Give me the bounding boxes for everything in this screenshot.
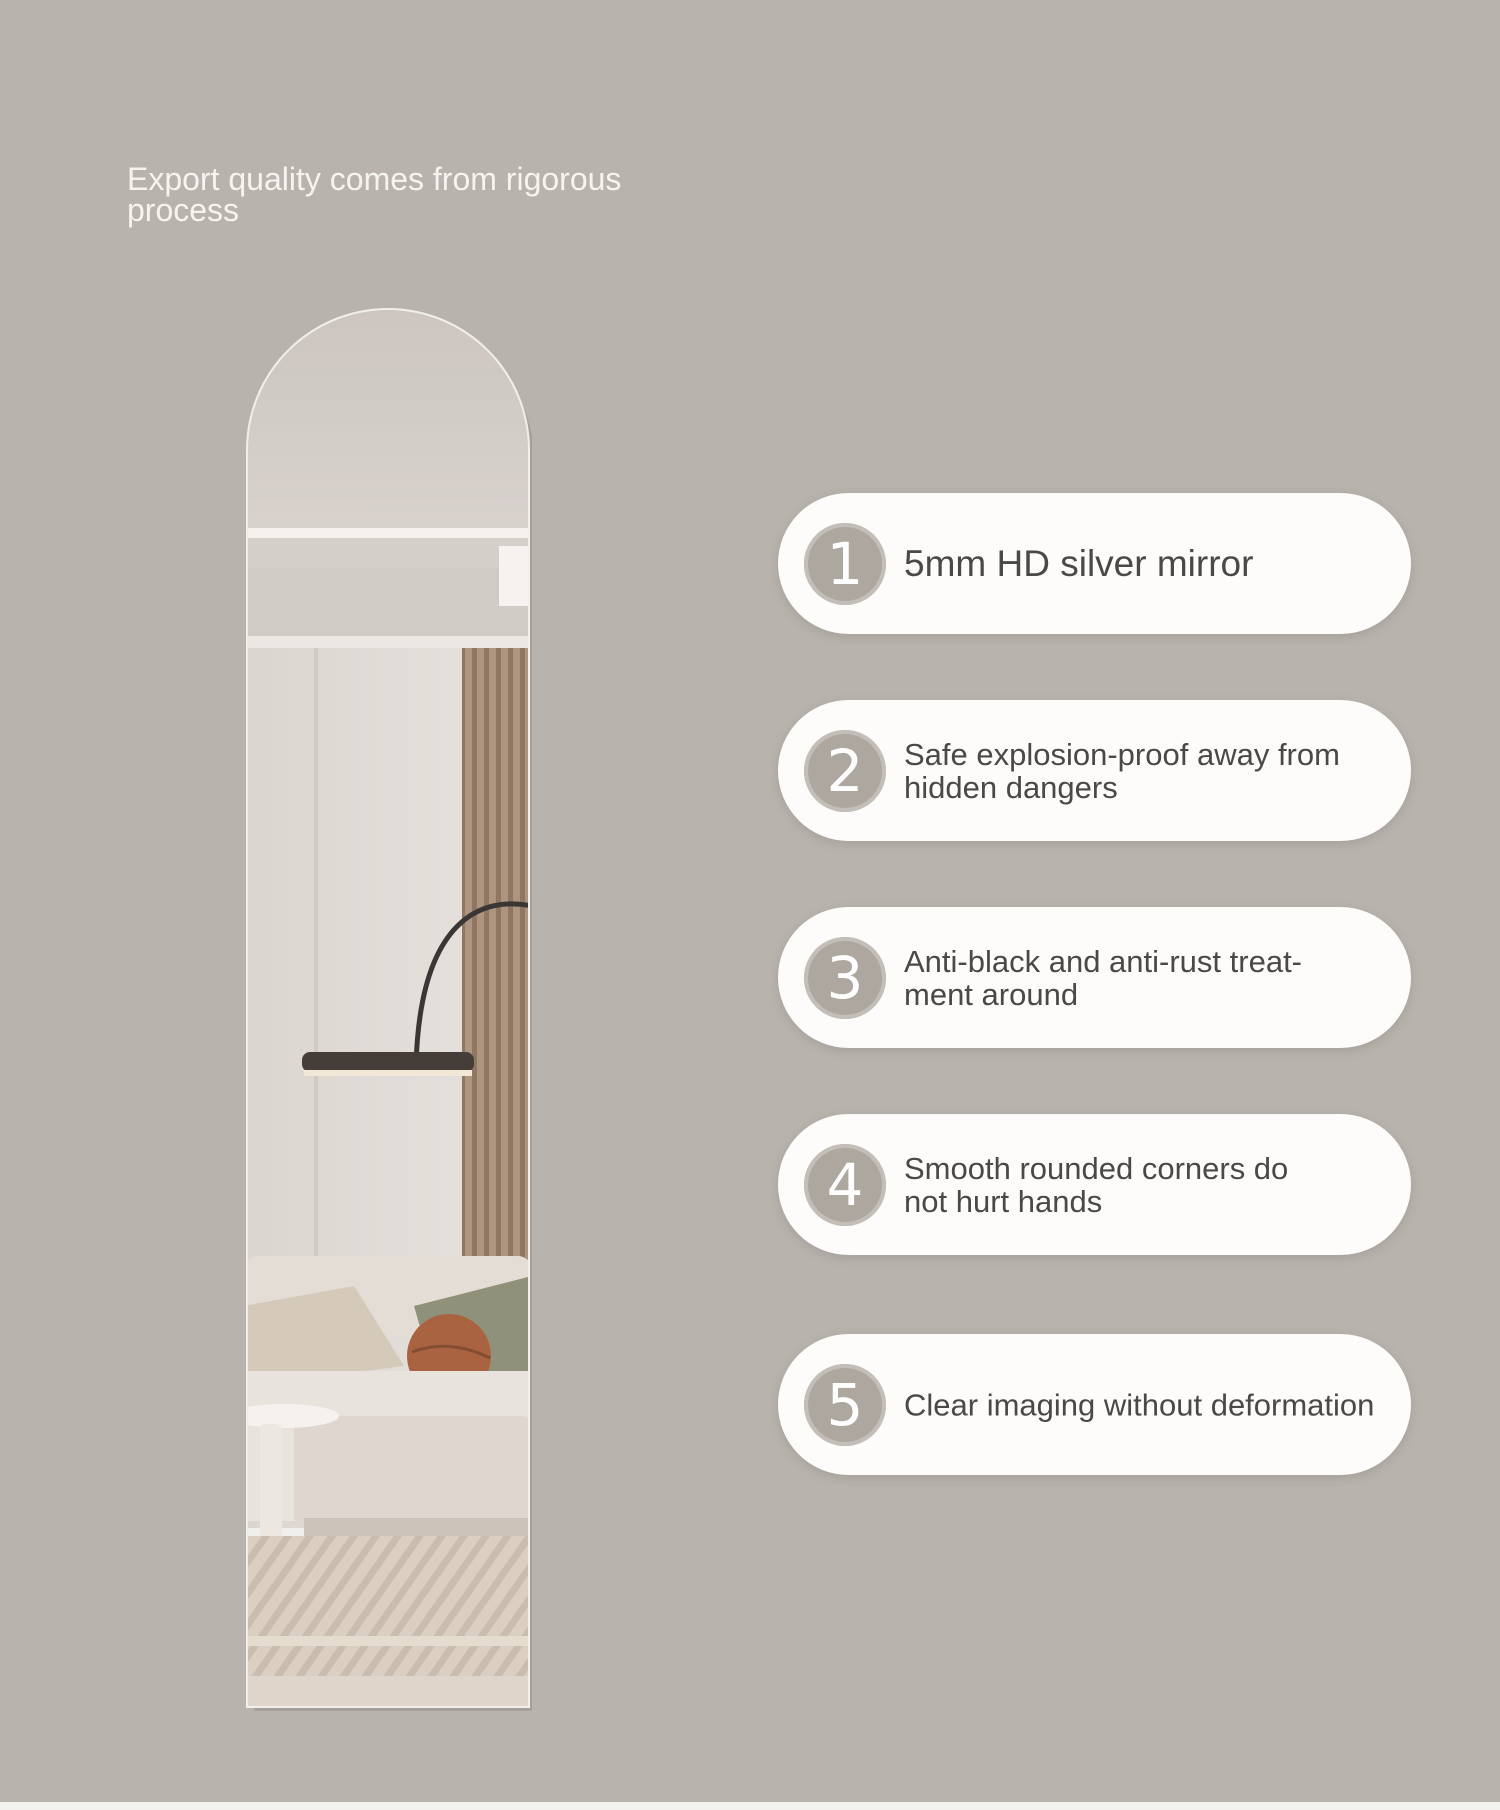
number-badge-3: 3 [804,937,886,1019]
feature-text-2: Safe explosion-proof away from hidden dangers [904,736,1340,805]
feature-text-5: Clear imaging without deformation [904,1387,1375,1422]
feature-pill-2 [778,700,1411,841]
bottom-strip [0,1802,1500,1810]
feature-text-1: 5mm HD silver mirror [904,542,1254,584]
feature-pill-3 [778,907,1411,1048]
headline: Export quality comes from rigorous process [127,161,622,228]
number-badge-2: 2 [804,730,886,812]
feature-pill-4 [778,1114,1411,1255]
number-badge-4: 4 [804,1144,886,1226]
arched-mirror-image [244,306,532,1711]
feature-pill-5 [778,1334,1411,1475]
feature-text-4: Smooth rounded corners do not hurt hands [904,1150,1289,1219]
feature-pill-1 [778,493,1411,634]
number-badge-1: 1 [804,523,886,605]
feature-text-3: Anti-black and anti-rust treat-ment around [904,943,1303,1012]
number-badge-5: 5 [804,1364,886,1446]
